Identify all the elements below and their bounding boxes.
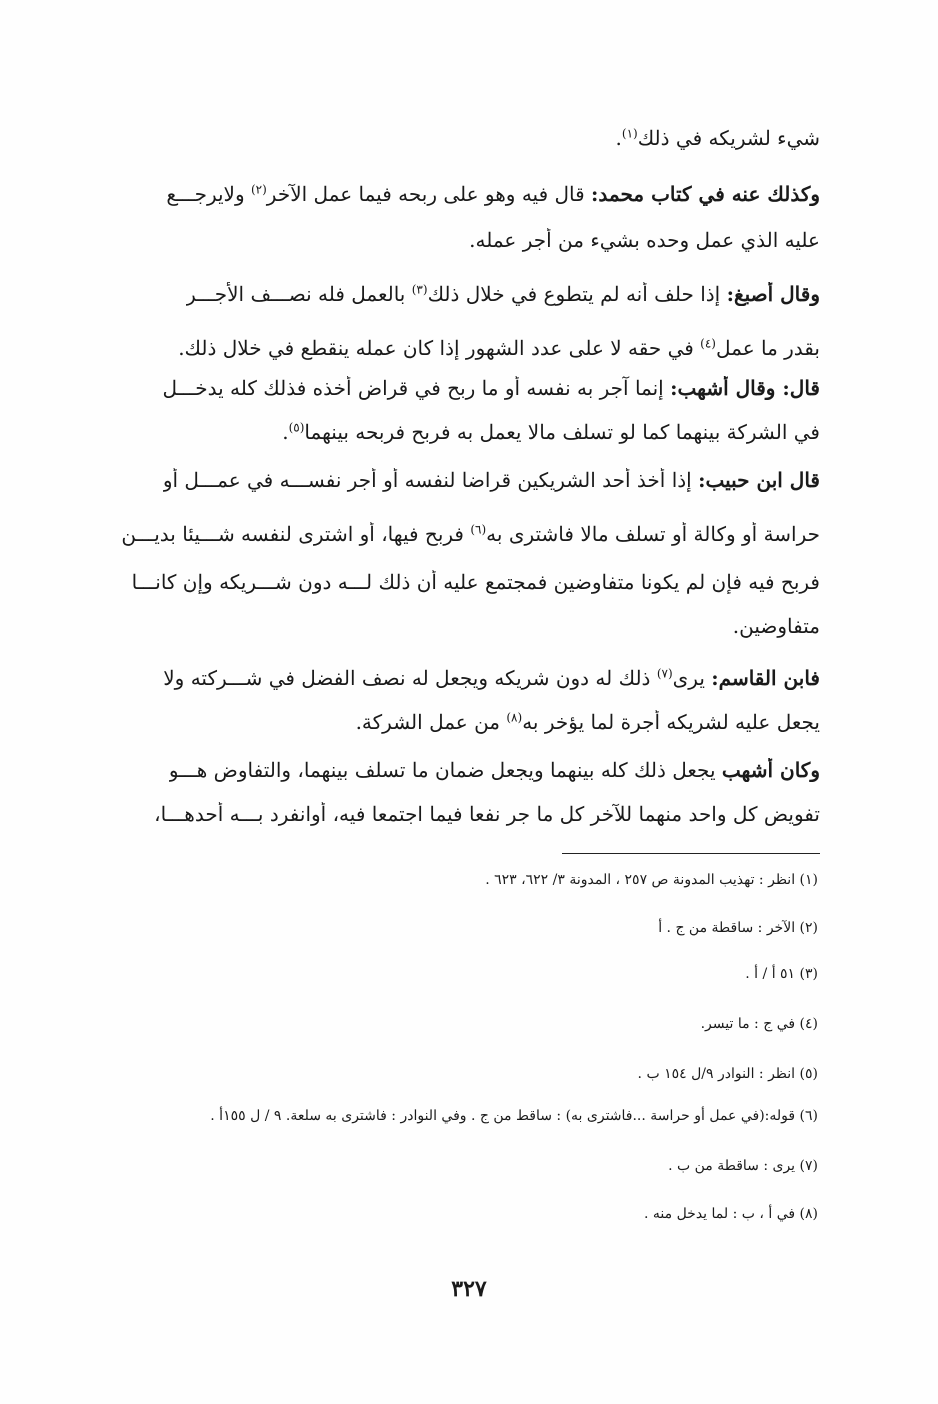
- footnote-marker: (٤): [700, 336, 716, 351]
- text-line: بقدر ما عمل$^{(٤)}$ في حقه لا على عدد الشهور إذا كان عمله ينقطع في خلال ذلك.: [178, 336, 820, 360]
- footnote-marker: (٥): [288, 420, 305, 435]
- text-line: وكذلك عنه في كتاب محمد: قال فيه وهو على ربحه فيما عمل الآخر$^{(٢)}$ ولايرجـــع: [166, 182, 820, 206]
- text-line: وقال أصبغ: إذا حلف أنه لم يتطوع في خلال ذلك$^{(٣)}$ بالعمل فله نصـــف الأجـــر: [186, 282, 820, 306]
- text-line: فابن القاسم: يرى$^{(٧)}$ ذلك له دون شريكه ويجعل له نصف الفضل في شـــركته ولا: [163, 666, 820, 690]
- text-line: تفويض كل واحد منهما للآخر كل ما جر نفعا فيما اجتمعا فيه، أوانفرد بـــه أحدهـــا،: [154, 802, 820, 826]
- footnote-marker: (٢): [250, 182, 267, 197]
- paragraph-lead: وكذلك عنه في كتاب محمد:: [591, 182, 820, 206]
- footnote-separator: [562, 853, 820, 854]
- text-line: فربح فيه فإن لم يكونا متفاوضين فمجتمع عليه أن ذلك لـــه دون شـــريكه وإن كانـــا: [131, 570, 820, 594]
- footnote: (٣) ٥١ أ / أ .: [745, 966, 818, 982]
- text-line: متفاوضين.: [732, 614, 820, 638]
- paragraph-lead: وكان أشهب: [721, 758, 820, 782]
- text-line: قال: وقال أشهب: إنما آجر به نفسه أو ما ربح في قراض أخذه فذلك كله يدخـــل: [162, 376, 820, 400]
- footnote: (٨) في أ ، ب : لما يدخل منه .: [644, 1206, 818, 1222]
- paragraph-lead: فابن القاسم:: [711, 666, 820, 690]
- footnote-marker: (٧): [656, 666, 673, 681]
- footnote-marker: (١): [621, 126, 638, 141]
- footnote-marker: (٦): [470, 522, 487, 537]
- footnote: (٢) الآخر : ساقطة من ج . أ: [658, 920, 818, 936]
- footnote-marker: (٨): [506, 710, 523, 725]
- text-line: عليه الذي عمل وحده بشيء من أجر عمله.: [469, 228, 820, 252]
- text-line: وكان أشهب يجعل ذلك كله بينهما ويجعل ضمان ما تسلف بينهما، والتفاوض هـــو: [168, 758, 820, 782]
- footnote: (٤) في ج : ما تيسر.: [700, 1016, 818, 1032]
- paragraph-lead: قال ابن حبيب:: [698, 468, 820, 492]
- footnote: (٦) قوله:(في عمل أو حراسة ...فاشترى به) : ساقط من ج . وفي النوادر : فاشترى به سلعة. ٩ / ل ١٥٥أ .: [210, 1108, 818, 1124]
- paragraph-lead: قال: وقال أشهب:: [670, 376, 820, 400]
- page-number: ٣٢٧: [451, 1276, 487, 1302]
- text-line: يجعل عليه لشريكه أجرة لما يؤخر به$^{(٨)}$ من عمل الشركة.: [355, 710, 820, 734]
- text-line: حراسة أو وكالة أو تسلف مالا فاشترى به$^{(٦)}$ فربح فيها، أو اشترى لنفسه شـــيئا بديـــن: [121, 522, 820, 546]
- footnote: (٥) انظر : النوادر ٩/ل ١٥٤ ب .: [637, 1066, 818, 1082]
- text-line: قال ابن حبيب: إذا أخذ أحد الشريكين قراضا لنفسه أو أجر نفســـه في عمـــل أو: [162, 468, 820, 492]
- footnote-marker: (٣): [411, 282, 428, 297]
- footnote: (١) انظر : تهذيب المدونة ص ٢٥٧ ، المدونة ٣/ ٦٢٢، ٦٢٣ .: [485, 872, 818, 888]
- text-line: شيء لشريكه في ذلك$^{(١)}$.: [615, 126, 820, 150]
- paragraph-lead: وقال أصبغ:: [726, 282, 820, 306]
- text-line: في الشركة بينهما كما لو تسلف مالا يعمل به فربح فربحه بينهما$^{(٥)}$.: [282, 420, 820, 444]
- footnote: (٧) يرى : ساقطة من ب .: [668, 1158, 818, 1174]
